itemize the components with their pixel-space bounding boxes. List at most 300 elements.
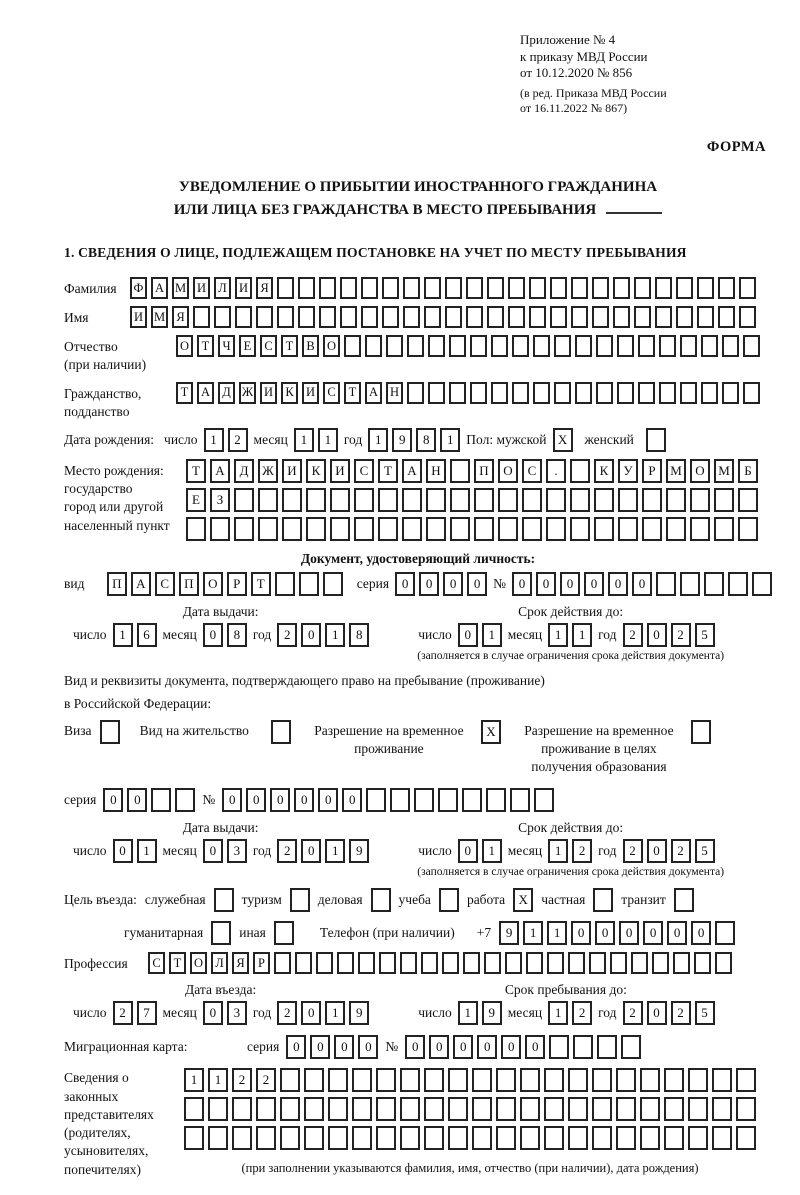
char-cell[interactable]: Т xyxy=(197,335,214,357)
char-cell[interactable]: Т xyxy=(281,335,298,357)
char-cell[interactable]: 0 xyxy=(395,572,415,596)
char-cell[interactable] xyxy=(232,1126,252,1150)
char-cell[interactable]: 0 xyxy=(318,788,338,812)
char-cell[interactable] xyxy=(676,306,693,328)
char-cell[interactable]: 1 xyxy=(523,921,543,945)
char-cell[interactable]: 0 xyxy=(647,623,667,647)
char-cell[interactable] xyxy=(280,1097,300,1121)
char-cell[interactable] xyxy=(594,517,614,541)
char-cell[interactable]: М xyxy=(172,277,189,299)
char-cell[interactable] xyxy=(638,335,655,357)
char-cell[interactable] xyxy=(618,488,638,512)
char-cell[interactable] xyxy=(299,572,319,596)
char-cell[interactable]: 0 xyxy=(584,572,604,596)
char-cell[interactable] xyxy=(344,335,361,357)
char-cell[interactable] xyxy=(402,488,422,512)
char-cell[interactable]: 1 xyxy=(184,1068,204,1092)
char-cell[interactable] xyxy=(659,382,676,404)
char-cell[interactable] xyxy=(448,1126,468,1150)
char-cell[interactable] xyxy=(529,306,546,328)
char-cell[interactable]: Я xyxy=(172,306,189,328)
char-cell[interactable]: 1 xyxy=(368,428,388,452)
char-cell[interactable]: 2 xyxy=(228,428,248,452)
char-cell[interactable]: Н xyxy=(386,382,403,404)
char-cell[interactable]: 1 xyxy=(318,428,338,452)
char-cell[interactable] xyxy=(319,306,336,328)
char-cell[interactable] xyxy=(277,306,294,328)
char-cell[interactable]: Ж xyxy=(239,382,256,404)
char-cell[interactable] xyxy=(570,459,590,483)
char-cell[interactable] xyxy=(487,277,504,299)
char-cell[interactable] xyxy=(448,1097,468,1121)
char-cell[interactable] xyxy=(304,1068,324,1092)
char-cell[interactable] xyxy=(676,277,693,299)
char-cell[interactable] xyxy=(234,488,254,512)
purpose-tourism-checkbox[interactable] xyxy=(290,888,310,912)
char-cell[interactable] xyxy=(704,572,724,596)
char-cell[interactable] xyxy=(352,1097,372,1121)
char-cell[interactable]: П xyxy=(179,572,199,596)
char-cell[interactable] xyxy=(570,517,590,541)
char-cell[interactable] xyxy=(407,382,424,404)
char-cell[interactable]: Я xyxy=(232,952,249,974)
char-cell[interactable]: 0 xyxy=(294,788,314,812)
char-cell[interactable]: В xyxy=(302,335,319,357)
char-cell[interactable]: 0 xyxy=(334,1035,354,1059)
char-cell[interactable]: 0 xyxy=(560,572,580,596)
char-cell[interactable] xyxy=(277,277,294,299)
char-cell[interactable] xyxy=(616,1068,636,1092)
char-cell[interactable] xyxy=(664,1126,684,1150)
char-cell[interactable] xyxy=(484,952,501,974)
visa-checkbox[interactable] xyxy=(100,720,120,744)
char-cell[interactable] xyxy=(184,1126,204,1150)
char-cell[interactable] xyxy=(400,1097,420,1121)
char-cell[interactable]: 1 xyxy=(113,623,133,647)
char-cell[interactable]: 0 xyxy=(203,839,223,863)
char-cell[interactable] xyxy=(520,1097,540,1121)
char-cell[interactable]: У xyxy=(618,459,638,483)
char-cell[interactable] xyxy=(743,335,760,357)
char-cell[interactable] xyxy=(568,1068,588,1092)
char-cell[interactable] xyxy=(718,277,735,299)
char-cell[interactable] xyxy=(520,1068,540,1092)
char-cell[interactable] xyxy=(378,488,398,512)
char-cell[interactable] xyxy=(736,1126,756,1150)
char-cell[interactable] xyxy=(529,277,546,299)
char-cell[interactable] xyxy=(631,952,648,974)
char-cell[interactable]: Т xyxy=(169,952,186,974)
char-cell[interactable]: Т xyxy=(251,572,271,596)
char-cell[interactable] xyxy=(697,277,714,299)
char-cell[interactable] xyxy=(376,1097,396,1121)
char-cell[interactable] xyxy=(428,382,445,404)
char-cell[interactable] xyxy=(470,335,487,357)
char-cell[interactable] xyxy=(472,1097,492,1121)
char-cell[interactable]: 2 xyxy=(671,839,691,863)
char-cell[interactable]: 1 xyxy=(137,839,157,863)
purpose-other-checkbox[interactable] xyxy=(274,921,294,945)
char-cell[interactable] xyxy=(673,952,690,974)
char-cell[interactable] xyxy=(184,1097,204,1121)
char-cell[interactable] xyxy=(568,1097,588,1121)
char-cell[interactable]: Р xyxy=(642,459,662,483)
char-cell[interactable]: 2 xyxy=(277,623,297,647)
char-cell[interactable]: Н xyxy=(426,459,446,483)
char-cell[interactable]: 0 xyxy=(632,572,652,596)
char-cell[interactable] xyxy=(571,306,588,328)
char-cell[interactable]: С xyxy=(155,572,175,596)
char-cell[interactable]: И xyxy=(193,277,210,299)
char-cell[interactable]: 1 xyxy=(548,623,568,647)
char-cell[interactable] xyxy=(382,306,399,328)
char-cell[interactable]: 5 xyxy=(695,623,715,647)
char-cell[interactable]: Р xyxy=(227,572,247,596)
char-cell[interactable]: И xyxy=(130,306,147,328)
char-cell[interactable] xyxy=(592,277,609,299)
char-cell[interactable] xyxy=(298,306,315,328)
char-cell[interactable] xyxy=(491,382,508,404)
char-cell[interactable]: 1 xyxy=(482,623,502,647)
char-cell[interactable] xyxy=(638,382,655,404)
char-cell[interactable] xyxy=(354,517,374,541)
char-cell[interactable] xyxy=(403,306,420,328)
char-cell[interactable] xyxy=(549,1035,569,1059)
char-cell[interactable] xyxy=(617,335,634,357)
char-cell[interactable]: 9 xyxy=(392,428,412,452)
char-cell[interactable]: 0 xyxy=(222,788,242,812)
char-cell[interactable] xyxy=(328,1126,348,1150)
char-cell[interactable]: С xyxy=(354,459,374,483)
char-cell[interactable] xyxy=(328,1068,348,1092)
char-cell[interactable]: А xyxy=(210,459,230,483)
char-cell[interactable] xyxy=(448,1068,468,1092)
char-cell[interactable] xyxy=(256,306,273,328)
char-cell[interactable]: Я xyxy=(256,277,273,299)
char-cell[interactable] xyxy=(642,517,662,541)
char-cell[interactable] xyxy=(474,517,494,541)
char-cell[interactable]: Т xyxy=(378,459,398,483)
char-cell[interactable]: 0 xyxy=(667,921,687,945)
temp-permit-checkbox[interactable]: X xyxy=(481,720,501,744)
char-cell[interactable] xyxy=(634,277,651,299)
char-cell[interactable] xyxy=(522,517,542,541)
char-cell[interactable] xyxy=(714,517,734,541)
char-cell[interactable] xyxy=(712,1097,732,1121)
char-cell[interactable] xyxy=(316,952,333,974)
char-cell[interactable]: 0 xyxy=(301,623,321,647)
char-cell[interactable] xyxy=(403,277,420,299)
char-cell[interactable] xyxy=(743,382,760,404)
char-cell[interactable]: 0 xyxy=(103,788,123,812)
char-cell[interactable]: 2 xyxy=(623,623,643,647)
char-cell[interactable]: 0 xyxy=(453,1035,473,1059)
char-cell[interactable]: 0 xyxy=(203,1001,223,1025)
char-cell[interactable] xyxy=(656,572,676,596)
char-cell[interactable] xyxy=(424,1126,444,1150)
char-cell[interactable]: 0 xyxy=(301,839,321,863)
char-cell[interactable] xyxy=(462,788,482,812)
char-cell[interactable] xyxy=(407,335,424,357)
char-cell[interactable]: П xyxy=(474,459,494,483)
char-cell[interactable] xyxy=(306,488,326,512)
char-cell[interactable] xyxy=(712,1126,732,1150)
char-cell[interactable]: 1 xyxy=(440,428,460,452)
char-cell[interactable] xyxy=(426,517,446,541)
char-cell[interactable] xyxy=(402,517,422,541)
char-cell[interactable] xyxy=(378,517,398,541)
char-cell[interactable] xyxy=(282,517,302,541)
char-cell[interactable] xyxy=(474,488,494,512)
char-cell[interactable] xyxy=(382,277,399,299)
char-cell[interactable] xyxy=(280,1068,300,1092)
char-cell[interactable] xyxy=(496,1097,516,1121)
char-cell[interactable]: 0 xyxy=(467,572,487,596)
char-cell[interactable]: 8 xyxy=(349,623,369,647)
char-cell[interactable]: 2 xyxy=(623,839,643,863)
char-cell[interactable]: 0 xyxy=(358,1035,378,1059)
char-cell[interactable] xyxy=(592,1097,612,1121)
char-cell[interactable]: 0 xyxy=(477,1035,497,1059)
char-cell[interactable]: 2 xyxy=(113,1001,133,1025)
char-cell[interactable] xyxy=(379,952,396,974)
char-cell[interactable]: 0 xyxy=(127,788,147,812)
char-cell[interactable]: Р xyxy=(253,952,270,974)
char-cell[interactable]: 1 xyxy=(204,428,224,452)
char-cell[interactable]: 0 xyxy=(691,921,711,945)
char-cell[interactable]: 8 xyxy=(227,623,247,647)
char-cell[interactable] xyxy=(618,517,638,541)
char-cell[interactable] xyxy=(234,517,254,541)
char-cell[interactable] xyxy=(680,572,700,596)
char-cell[interactable]: 0 xyxy=(246,788,266,812)
char-cell[interactable]: А xyxy=(402,459,422,483)
char-cell[interactable] xyxy=(193,306,210,328)
char-cell[interactable] xyxy=(736,1068,756,1092)
char-cell[interactable] xyxy=(400,1126,420,1150)
char-cell[interactable]: 2 xyxy=(277,839,297,863)
char-cell[interactable] xyxy=(613,277,630,299)
char-cell[interactable] xyxy=(328,1097,348,1121)
char-cell[interactable] xyxy=(634,306,651,328)
char-cell[interactable] xyxy=(508,306,525,328)
char-cell[interactable]: 2 xyxy=(671,1001,691,1025)
char-cell[interactable] xyxy=(575,335,592,357)
char-cell[interactable]: 1 xyxy=(548,1001,568,1025)
char-cell[interactable]: 1 xyxy=(572,623,592,647)
char-cell[interactable] xyxy=(386,335,403,357)
char-cell[interactable] xyxy=(470,382,487,404)
char-cell[interactable]: С xyxy=(323,382,340,404)
char-cell[interactable] xyxy=(573,1035,593,1059)
char-cell[interactable] xyxy=(617,382,634,404)
char-cell[interactable] xyxy=(568,952,585,974)
char-cell[interactable] xyxy=(319,277,336,299)
char-cell[interactable] xyxy=(340,277,357,299)
char-cell[interactable]: 0 xyxy=(342,788,362,812)
char-cell[interactable]: 3 xyxy=(227,1001,247,1025)
char-cell[interactable]: 0 xyxy=(419,572,439,596)
char-cell[interactable] xyxy=(354,488,374,512)
char-cell[interactable]: 0 xyxy=(647,1001,667,1025)
char-cell[interactable]: 2 xyxy=(277,1001,297,1025)
char-cell[interactable] xyxy=(697,306,714,328)
char-cell[interactable]: 0 xyxy=(619,921,639,945)
char-cell[interactable]: 2 xyxy=(623,1001,643,1025)
char-cell[interactable]: 0 xyxy=(525,1035,545,1059)
char-cell[interactable] xyxy=(486,788,506,812)
char-cell[interactable] xyxy=(449,335,466,357)
char-cell[interactable] xyxy=(640,1068,660,1092)
char-cell[interactable] xyxy=(688,1126,708,1150)
char-cell[interactable] xyxy=(680,382,697,404)
char-cell[interactable]: 0 xyxy=(608,572,628,596)
char-cell[interactable]: З xyxy=(210,488,230,512)
char-cell[interactable] xyxy=(306,517,326,541)
char-cell[interactable]: Д xyxy=(218,382,235,404)
char-cell[interactable] xyxy=(714,488,734,512)
char-cell[interactable] xyxy=(610,952,627,974)
char-cell[interactable] xyxy=(449,382,466,404)
char-cell[interactable] xyxy=(450,459,470,483)
char-cell[interactable]: И xyxy=(282,459,302,483)
char-cell[interactable] xyxy=(304,1097,324,1121)
char-cell[interactable]: 2 xyxy=(572,1001,592,1025)
char-cell[interactable] xyxy=(589,952,606,974)
char-cell[interactable] xyxy=(282,488,302,512)
char-cell[interactable]: О xyxy=(323,335,340,357)
char-cell[interactable] xyxy=(554,382,571,404)
char-cell[interactable] xyxy=(592,306,609,328)
char-cell[interactable]: 1 xyxy=(458,1001,478,1025)
char-cell[interactable] xyxy=(597,1035,617,1059)
char-cell[interactable]: С xyxy=(148,952,165,974)
char-cell[interactable]: 0 xyxy=(501,1035,521,1059)
char-cell[interactable] xyxy=(505,952,522,974)
char-cell[interactable]: . xyxy=(546,459,566,483)
char-cell[interactable]: Т xyxy=(176,382,193,404)
char-cell[interactable] xyxy=(366,788,386,812)
purpose-private-checkbox[interactable] xyxy=(593,888,613,912)
char-cell[interactable] xyxy=(496,1126,516,1150)
char-cell[interactable]: М xyxy=(714,459,734,483)
purpose-work-checkbox[interactable]: X xyxy=(513,888,533,912)
char-cell[interactable] xyxy=(512,382,529,404)
char-cell[interactable] xyxy=(210,517,230,541)
char-cell[interactable] xyxy=(546,517,566,541)
char-cell[interactable]: 0 xyxy=(405,1035,425,1059)
char-cell[interactable] xyxy=(596,382,613,404)
char-cell[interactable]: И xyxy=(260,382,277,404)
char-cell[interactable] xyxy=(424,1068,444,1092)
char-cell[interactable] xyxy=(295,952,312,974)
char-cell[interactable] xyxy=(208,1126,228,1150)
char-cell[interactable]: 9 xyxy=(349,1001,369,1025)
char-cell[interactable]: 1 xyxy=(482,839,502,863)
char-cell[interactable] xyxy=(722,335,739,357)
char-cell[interactable] xyxy=(496,1068,516,1092)
char-cell[interactable] xyxy=(466,277,483,299)
char-cell[interactable]: О xyxy=(690,459,710,483)
char-cell[interactable] xyxy=(616,1097,636,1121)
char-cell[interactable] xyxy=(739,306,756,328)
char-cell[interactable] xyxy=(487,306,504,328)
char-cell[interactable] xyxy=(274,952,291,974)
char-cell[interactable]: 2 xyxy=(256,1068,276,1092)
char-cell[interactable] xyxy=(664,1068,684,1092)
char-cell[interactable] xyxy=(340,306,357,328)
char-cell[interactable] xyxy=(445,277,462,299)
char-cell[interactable] xyxy=(533,382,550,404)
char-cell[interactable] xyxy=(642,488,662,512)
char-cell[interactable]: 1 xyxy=(547,921,567,945)
char-cell[interactable]: Б xyxy=(738,459,758,483)
char-cell[interactable] xyxy=(544,1068,564,1092)
char-cell[interactable] xyxy=(424,277,441,299)
char-cell[interactable] xyxy=(510,788,530,812)
char-cell[interactable] xyxy=(728,572,748,596)
char-cell[interactable] xyxy=(445,306,462,328)
char-cell[interactable]: Ж xyxy=(258,459,278,483)
char-cell[interactable] xyxy=(512,335,529,357)
char-cell[interactable] xyxy=(550,277,567,299)
char-cell[interactable] xyxy=(690,517,710,541)
char-cell[interactable] xyxy=(175,788,195,812)
char-cell[interactable] xyxy=(520,1126,540,1150)
char-cell[interactable] xyxy=(275,572,295,596)
char-cell[interactable]: Ф xyxy=(130,277,147,299)
char-cell[interactable] xyxy=(715,921,735,945)
sex-male-checkbox[interactable]: X xyxy=(553,428,573,452)
purpose-official-checkbox[interactable] xyxy=(214,888,234,912)
char-cell[interactable] xyxy=(546,488,566,512)
char-cell[interactable] xyxy=(258,488,278,512)
char-cell[interactable]: 0 xyxy=(458,623,478,647)
char-cell[interactable] xyxy=(526,952,543,974)
char-cell[interactable]: Л xyxy=(214,277,231,299)
char-cell[interactable] xyxy=(659,335,676,357)
char-cell[interactable] xyxy=(330,517,350,541)
char-cell[interactable]: 6 xyxy=(137,623,157,647)
char-cell[interactable] xyxy=(424,306,441,328)
char-cell[interactable] xyxy=(652,952,669,974)
char-cell[interactable] xyxy=(304,1126,324,1150)
char-cell[interactable]: Е xyxy=(186,488,206,512)
char-cell[interactable]: М xyxy=(666,459,686,483)
char-cell[interactable]: 2 xyxy=(232,1068,252,1092)
char-cell[interactable]: С xyxy=(522,459,542,483)
char-cell[interactable] xyxy=(690,488,710,512)
char-cell[interactable] xyxy=(358,952,375,974)
char-cell[interactable] xyxy=(592,1126,612,1150)
char-cell[interactable]: Л xyxy=(211,952,228,974)
purpose-transit-checkbox[interactable] xyxy=(674,888,694,912)
char-cell[interactable] xyxy=(701,335,718,357)
char-cell[interactable]: К xyxy=(281,382,298,404)
char-cell[interactable] xyxy=(298,277,315,299)
char-cell[interactable]: 3 xyxy=(227,839,247,863)
char-cell[interactable] xyxy=(568,1126,588,1150)
char-cell[interactable]: К xyxy=(306,459,326,483)
char-cell[interactable]: 7 xyxy=(137,1001,157,1025)
char-cell[interactable]: 0 xyxy=(512,572,532,596)
char-cell[interactable]: О xyxy=(203,572,223,596)
char-cell[interactable] xyxy=(655,277,672,299)
char-cell[interactable] xyxy=(400,1068,420,1092)
char-cell[interactable] xyxy=(544,1097,564,1121)
char-cell[interactable]: 1 xyxy=(294,428,314,452)
char-cell[interactable]: 9 xyxy=(349,839,369,863)
